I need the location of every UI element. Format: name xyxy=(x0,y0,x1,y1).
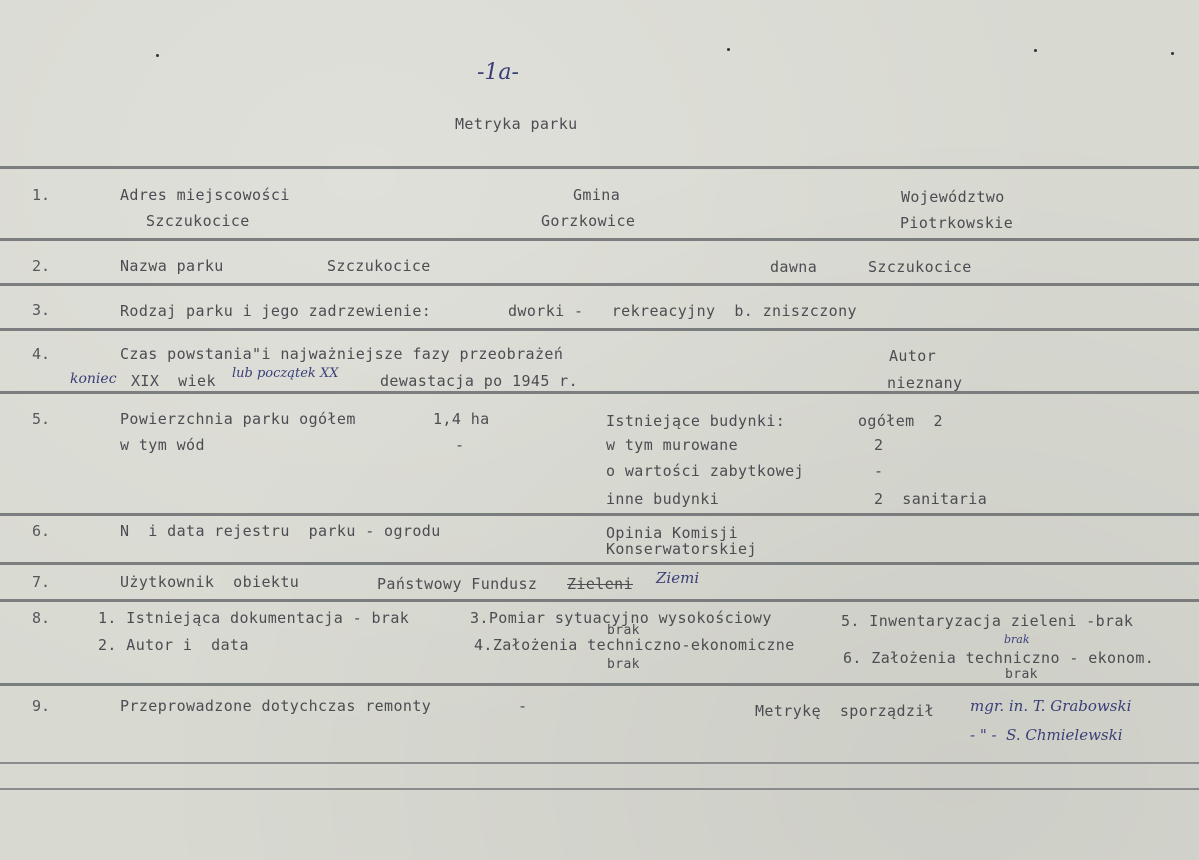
repairs-label: Przeprowadzone dotychczas remonty xyxy=(120,697,432,715)
author-value: nieznany xyxy=(887,374,963,392)
row-number: 6. xyxy=(32,522,51,540)
history-devastation: dewastacja po 1945 r. xyxy=(380,372,579,390)
handwritten-insert: lub początek XX xyxy=(232,366,339,381)
paper-speck xyxy=(156,54,159,57)
doc-item-5: 5. Inwentaryzacja zieleni -brak xyxy=(841,612,1134,630)
signature-2: - " - S. Chmielewski xyxy=(970,726,1123,744)
divider-line xyxy=(0,599,1199,602)
doc-item-3-note: brak xyxy=(607,623,640,638)
former-name-value: Szczukocice xyxy=(868,258,972,276)
voivodeship-label: Województwo xyxy=(901,188,1005,206)
doc-item-6-handwritten-note: brak xyxy=(1004,633,1030,646)
heritage-value: - xyxy=(874,462,884,480)
doc-item-4: 4.Założenia techniczno-ekonomiczne xyxy=(474,636,795,654)
row-number: 8. xyxy=(32,609,51,627)
buildings-label: Istniejące budynki: xyxy=(606,412,786,430)
brick-value: 2 xyxy=(874,436,884,454)
area-value: 1,4 ha xyxy=(433,410,490,428)
doc-item-2: 2. Autor i data xyxy=(98,636,249,654)
divider-line xyxy=(0,391,1199,394)
water-value: - xyxy=(455,436,465,454)
repairs-value: - xyxy=(518,697,528,715)
park-type-value: dworki - rekreacyjny b. zniszczony xyxy=(508,302,857,320)
divider-line xyxy=(0,238,1199,241)
handwritten-correction: Ziemi xyxy=(656,569,700,587)
row-number: 9. xyxy=(32,697,51,715)
signature-1: mgr. in. T. Grabowski xyxy=(970,697,1132,715)
address-value: Szczukocice xyxy=(146,212,250,230)
gmina-value: Gorzkowice xyxy=(541,212,636,230)
row-number: 3. xyxy=(32,301,51,319)
park-name-value: Szczukocice xyxy=(327,257,431,275)
paper-speck xyxy=(727,48,730,51)
divider-line xyxy=(0,513,1199,516)
park-type-label: Rodzaj parku i jego zadrzewienie: xyxy=(120,302,432,320)
doc-item-6: 6. Założenia techniczno - ekonom. xyxy=(843,649,1155,667)
register-label: N i data rejestru parku - ogrodu xyxy=(120,522,441,540)
divider-line xyxy=(0,166,1199,169)
doc-item-4-note: brak xyxy=(607,657,640,672)
brick-label: w tym murowane xyxy=(606,436,739,454)
doc-item-1: 1. Istniejąca dokumentacja - brak xyxy=(98,609,410,627)
page-number: -1a- xyxy=(477,60,519,85)
voivodeship-value: Piotrkowskie xyxy=(900,214,1014,232)
doc-item-3: 3.Pomiar sytuacyjno wysokościowy xyxy=(470,609,772,627)
opinion-label-line2: Konserwatorskiej xyxy=(606,540,757,558)
row-number: 4. xyxy=(32,345,51,363)
park-name-label: Nazwa parku xyxy=(120,257,224,275)
author-label: Autor xyxy=(889,347,937,365)
divider-line xyxy=(0,788,1199,790)
handwritten-prefix: koniec xyxy=(70,371,117,387)
row-number: 7. xyxy=(32,573,51,591)
made-by-label: Metrykę sporządził xyxy=(755,702,935,720)
divider-line xyxy=(0,328,1199,331)
opinion-label-line1: Opinia Komisji xyxy=(606,524,739,542)
doc-item-6-note: brak xyxy=(1005,667,1038,682)
row-number: 1. xyxy=(32,186,51,204)
page-title: Metryka parku xyxy=(455,115,578,133)
address-label: Adres miejscowości xyxy=(120,186,290,204)
heritage-label: o wartości zabytkowej xyxy=(606,462,805,480)
divider-line xyxy=(0,283,1199,286)
divider-line xyxy=(0,762,1199,764)
user-label: Użytkownik obiektu xyxy=(120,573,300,591)
divider-line xyxy=(0,562,1199,565)
history-century: XIX wiek xyxy=(131,372,216,390)
other-buildings-value: 2 sanitaria xyxy=(874,490,988,508)
other-buildings-label: inne budynki xyxy=(606,490,720,508)
area-label: Powierzchnia parku ogółem xyxy=(120,410,356,428)
user-struck-word: Zieleni xyxy=(567,575,634,593)
paper-speck xyxy=(1034,49,1037,52)
row-number: 5. xyxy=(32,410,51,428)
row-number: 2. xyxy=(32,257,51,275)
gmina-label: Gmina xyxy=(573,186,621,204)
buildings-total: ogółem 2 xyxy=(858,412,943,430)
paper-speck xyxy=(1171,52,1174,55)
former-name-label: dawna xyxy=(770,258,818,276)
history-label: Czas powstania"i najważniejsze fazy przeobrażeń xyxy=(120,345,564,363)
water-label: w tym wód xyxy=(120,436,205,454)
user-value: Państwowy Fundusz xyxy=(377,575,538,593)
